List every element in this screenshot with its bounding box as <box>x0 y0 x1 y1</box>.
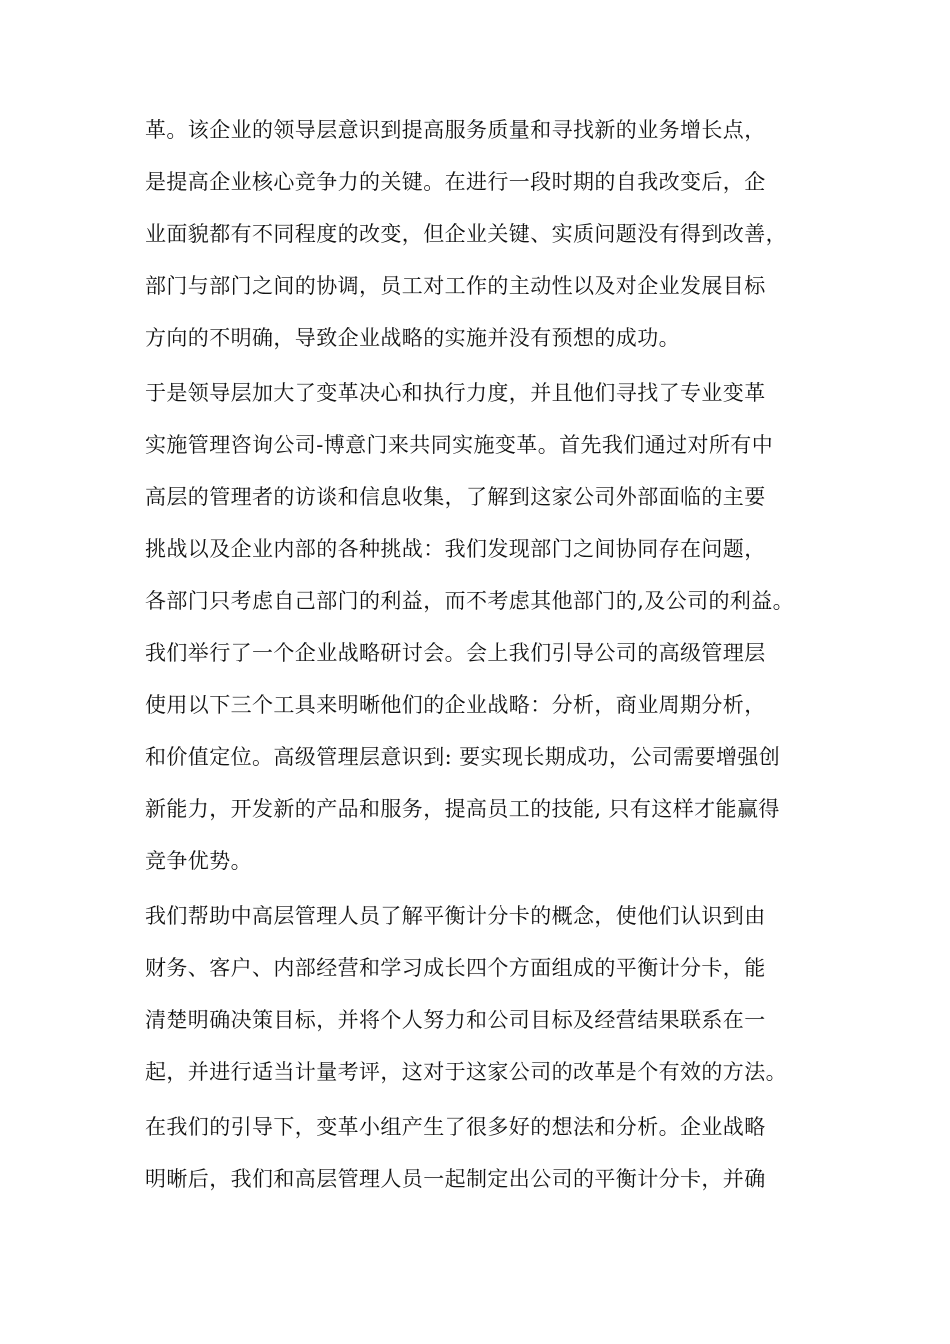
text-line: 各部门只考虑自己部门的利益，而不考虑其他部门的,及公司的利益。 <box>145 589 795 613</box>
text-line: 挑战以及企业内部的各种挑战：我们发现部门之间协同存在问题， <box>145 537 766 561</box>
text-line: 业面貌都有不同程度的改变，但企业关键、实质问题没有得到改善， <box>145 222 787 246</box>
text-line: 清楚明确决策目标，并将个人努力和公司目标及经营结果联系在一 <box>145 1008 766 1032</box>
text-line: 起，并进行适当计量考评，这对于这家公司的改革是个有效的方法。 <box>145 1060 787 1084</box>
text-line: 于是领导层加大了变革决心和执行力度，并且他们寻找了专业变革 <box>145 381 766 405</box>
text-line: 我们帮助中高层管理人员了解平衡计分卡的概念，使他们认识到由 <box>145 904 766 928</box>
text-line: 实施管理咨询公司-博意门来共同实施变革。首先我们通过对所有中 <box>145 433 774 457</box>
text-line: 财务、客户、内部经营和学习成长四个方面组成的平衡计分卡，能 <box>145 956 766 980</box>
text-line: 在我们的引导下，变革小组产生了很多好的想法和分析。企业战略 <box>145 1115 766 1139</box>
text-line: 明晰后，我们和高层管理人员一起制定出公司的平衡计分卡，并确 <box>145 1167 766 1191</box>
text-line: 使用以下三个工具来明晰他们的企业战略：分析，商业周期分析， <box>145 693 766 717</box>
text-line: 竞争优势。 <box>145 849 252 873</box>
text-line: 部门与部门之间的协调，员工对工作的主动性以及对企业发展目标 <box>145 274 766 298</box>
text-line: 革。该企业的领导层意识到提高服务质量和寻找新的业务增长点， <box>145 118 766 142</box>
text-line: 和价值定位。高级管理层意识到: 要实现长期成功，公司需要增强创 <box>145 745 781 769</box>
text-line: 高层的管理者的访谈和信息收集，了解到这家公司外部面临的主要 <box>145 485 766 509</box>
text-line: 是提高企业核心竞争力的关键。在进行一段时期的自我改变后，企 <box>145 170 766 194</box>
text-line: 我们举行了一个企业战略研讨会。会上我们引导公司的高级管理层 <box>145 641 766 665</box>
text-line: 新能力，开发新的产品和服务，提高员工的技能, 只有这样才能赢得 <box>145 797 780 821</box>
text-line: 方向的不明确，导致企业战略的实施并没有预想的成功。 <box>145 326 680 350</box>
